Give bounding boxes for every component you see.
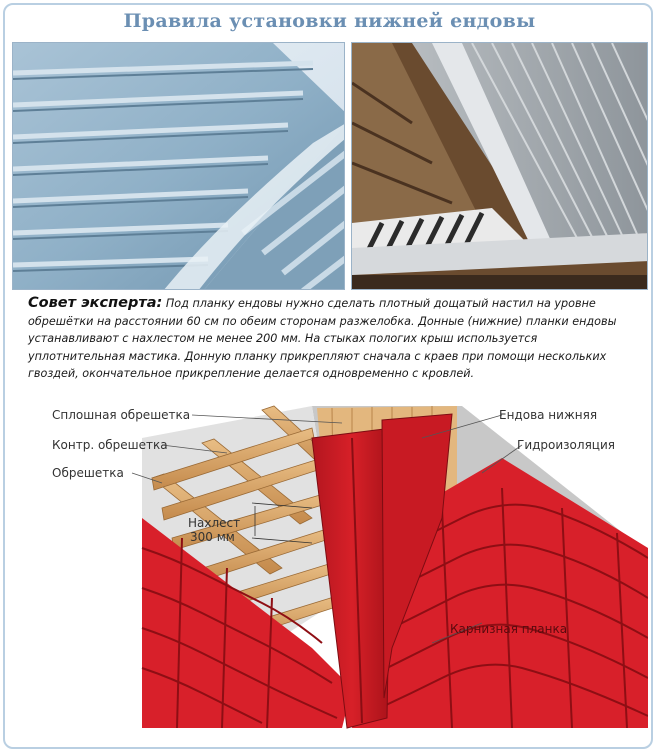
label-eaves-strip: Карнизная планка xyxy=(450,622,568,636)
tip-heading: Совет эксперта: xyxy=(28,295,163,311)
label-solid-lathing: Сплошная обрешетка xyxy=(52,408,191,422)
label-overlap-size: 300 мм xyxy=(190,530,235,544)
label-counter-lathing: Контр. обрешетка xyxy=(52,438,168,452)
label-valley-lower: Ендова нижняя xyxy=(499,408,598,422)
label-overlap: Нахлест xyxy=(188,516,241,530)
photo-corrugated-valley xyxy=(351,42,648,290)
photo-standing-seam-valley xyxy=(12,42,345,290)
label-waterproofing: Гидроизоляция xyxy=(517,438,615,452)
label-lathing: Обрешетка xyxy=(52,466,124,480)
tip-text: Под планку ендовы нужно сделать плотный дощатый настил на уровне обрешётки на расстоянии 60 см по обеим сторонам разжелобка. Донные (нижние) планки ендовы устанавливают с нахлестом не менее 200 мм. На стыках пологих крыш используется уплотнительная мастика. Донную планку прикрепляют сначала с краев при помощи нескольких гвоздей, окончательное прикрепление делается одновременно с кровлей. xyxy=(28,297,617,381)
expert-tip xyxy=(28,295,636,383)
valley-diagram xyxy=(12,398,648,738)
page-title: Правила установки нижней ендовы xyxy=(123,10,536,32)
